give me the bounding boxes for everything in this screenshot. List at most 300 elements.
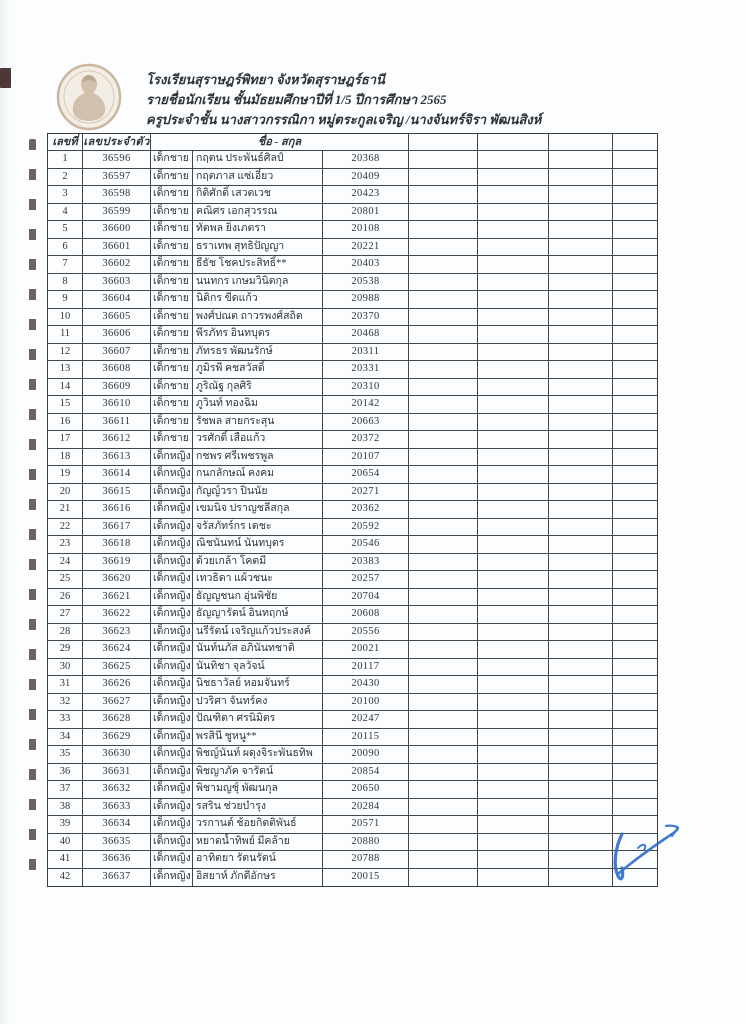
cell-title: เด็กหญิง: [151, 764, 193, 781]
roster-row: [48, 274, 657, 292]
cell-empty: [613, 711, 657, 728]
cell-name: รสริน ช่วยบำรุง: [193, 799, 323, 816]
cell-empty: [409, 221, 478, 238]
header-empty: [409, 134, 478, 150]
cell-title: เด็กชาย: [151, 326, 193, 343]
cell-student-id: 36629: [83, 729, 151, 746]
cell-empty: [409, 169, 478, 186]
cell-empty: [613, 694, 657, 711]
cell-empty: [409, 799, 478, 816]
cell-code: 20556: [323, 624, 409, 641]
cell-code: 20546: [323, 536, 409, 553]
cell-code: 20015: [323, 869, 409, 887]
cell-empty: [478, 641, 549, 658]
cell-empty: [409, 781, 478, 798]
cell-empty: [478, 606, 549, 623]
cell-empty: [409, 746, 478, 763]
cell-title: เด็กหญิง: [151, 781, 193, 798]
roster-row: [48, 589, 657, 607]
cell-empty: [478, 396, 549, 413]
cell-empty: [478, 326, 549, 343]
cell-title: เด็กหญิง: [151, 571, 193, 588]
cell-empty: [549, 816, 613, 833]
cell-code: 20704: [323, 589, 409, 606]
cell-no: 10: [48, 309, 83, 326]
cell-empty: [613, 851, 657, 868]
cell-no: 11: [48, 326, 83, 343]
cell-code: 20368: [323, 151, 409, 168]
cell-title: เด็กหญิง: [151, 589, 193, 606]
cell-title: เด็กชาย: [151, 274, 193, 291]
cell-empty: [613, 834, 657, 851]
cell-empty: [613, 414, 657, 431]
cell-empty: [549, 449, 613, 466]
cell-no: 17: [48, 431, 83, 448]
cell-no: 27: [48, 606, 83, 623]
cell-student-id: 36599: [83, 204, 151, 221]
cell-empty: [409, 274, 478, 291]
cell-code: 20271: [323, 484, 409, 501]
cell-empty: [613, 379, 657, 396]
cell-empty: [478, 869, 549, 887]
cell-student-id: 36609: [83, 379, 151, 396]
cell-empty: [409, 466, 478, 483]
cell-student-id: 36622: [83, 606, 151, 623]
cell-empty: [478, 746, 549, 763]
cell-empty: [549, 519, 613, 536]
cell-title: เด็กชาย: [151, 344, 193, 361]
cell-empty: [613, 554, 657, 571]
roster-row: [48, 519, 657, 537]
cell-empty: [549, 554, 613, 571]
cell-code: 20592: [323, 519, 409, 536]
cell-empty: [478, 379, 549, 396]
cell-empty: [549, 606, 613, 623]
cell-empty: [549, 361, 613, 378]
cell-name: ทัตพล ยิ่งเภตรา: [193, 221, 323, 238]
cell-empty: [409, 659, 478, 676]
roster-row: [48, 361, 657, 379]
cell-empty: [549, 711, 613, 728]
cell-empty: [613, 449, 657, 466]
cell-no: 22: [48, 519, 83, 536]
cell-name: นิติกร ขีดแก้ว: [193, 291, 323, 308]
cell-empty: [478, 554, 549, 571]
cell-empty: [478, 169, 549, 186]
cell-empty: [478, 291, 549, 308]
cell-no: 25: [48, 571, 83, 588]
cell-no: 41: [48, 851, 83, 868]
cell-title: เด็กหญิง: [151, 816, 193, 833]
roster-row: [48, 151, 657, 169]
cell-empty: [478, 764, 549, 781]
cell-code: 20021: [323, 641, 409, 658]
cell-no: 9: [48, 291, 83, 308]
cell-empty: [613, 729, 657, 746]
roster-row: [48, 851, 657, 869]
cell-title: เด็กหญิง: [151, 519, 193, 536]
cell-empty: [613, 659, 657, 676]
cell-name: กิติศักดิ์ เสวตเวช: [193, 186, 323, 203]
cell-empty: [409, 151, 478, 168]
roster-row: [48, 186, 657, 204]
cell-student-id: 36596: [83, 151, 151, 168]
cell-empty: [549, 641, 613, 658]
cell-student-id: 36600: [83, 221, 151, 238]
cell-student-id: 36613: [83, 449, 151, 466]
cell-code: 20650: [323, 781, 409, 798]
header-empty: [613, 134, 657, 150]
header-student-id: เลขประจำตัว: [83, 136, 150, 148]
cell-title: เด็กชาย: [151, 431, 193, 448]
cell-empty: [613, 466, 657, 483]
cell-title: เด็กชาย: [151, 414, 193, 431]
cell-student-id: 36628: [83, 711, 151, 728]
roster-row: [48, 414, 657, 432]
cell-empty: [549, 169, 613, 186]
cell-no: 29: [48, 641, 83, 658]
cell-name: นิชธาวัลย์ หอมจันทร์: [193, 676, 323, 693]
cell-empty: [478, 536, 549, 553]
cell-empty: [613, 536, 657, 553]
cell-student-id: 36614: [83, 466, 151, 483]
roster-row: [48, 694, 657, 712]
roster-row: [48, 571, 657, 589]
cell-code: 20854: [323, 764, 409, 781]
cell-code: 20880: [323, 834, 409, 851]
cell-empty: [549, 414, 613, 431]
cell-empty: [549, 851, 613, 868]
roster-row: [48, 624, 657, 642]
cell-empty: [409, 729, 478, 746]
cell-name: นันท์นภัส อภินันทชาติ: [193, 641, 323, 658]
cell-empty: [478, 449, 549, 466]
scan-edge-artifacts: [29, 139, 36, 885]
cell-empty: [549, 694, 613, 711]
cell-empty: [549, 729, 613, 746]
cell-empty: [478, 711, 549, 728]
cell-empty: [549, 764, 613, 781]
cell-empty: [549, 151, 613, 168]
cell-title: เด็กหญิง: [151, 466, 193, 483]
roster-row: [48, 239, 657, 257]
cell-empty: [478, 274, 549, 291]
roster-row: [48, 309, 657, 327]
cell-name: กฤตภาส แซ่เอี๋ยว: [193, 169, 323, 186]
cell-empty: [409, 239, 478, 256]
roster-row: [48, 169, 657, 187]
cell-empty: [613, 361, 657, 378]
cell-student-id: 36620: [83, 571, 151, 588]
cell-no: 31: [48, 676, 83, 693]
cell-empty: [549, 344, 613, 361]
cell-empty: [478, 729, 549, 746]
cell-empty: [409, 519, 478, 536]
cell-name: พิชญ์นันท์ ผดุงจิระพันธทิพ: [193, 746, 323, 763]
cell-no: 34: [48, 729, 83, 746]
cell-name: ภูมิรพี คชสวัสดิ์: [193, 361, 323, 378]
cell-empty: [409, 536, 478, 553]
cell-empty: [409, 501, 478, 518]
cell-title: เด็กหญิง: [151, 484, 193, 501]
cell-title: เด็กหญิง: [151, 676, 193, 693]
cell-student-id: 36634: [83, 816, 151, 833]
cell-empty: [613, 624, 657, 641]
cell-code: 20142: [323, 396, 409, 413]
cell-empty: [613, 396, 657, 413]
roster-row: [48, 204, 657, 222]
cell-title: เด็กชาย: [151, 256, 193, 273]
cell-title: เด็กหญิง: [151, 641, 193, 658]
cell-empty: [409, 851, 478, 868]
cell-student-id: 36607: [83, 344, 151, 361]
header-empty: [549, 134, 613, 150]
cell-title: เด็กชาย: [151, 291, 193, 308]
cell-empty: [409, 484, 478, 501]
cell-title: เด็กหญิง: [151, 869, 193, 887]
cell-empty: [549, 309, 613, 326]
cell-no: 20: [48, 484, 83, 501]
cell-empty: [613, 571, 657, 588]
cell-student-id: 36606: [83, 326, 151, 343]
cell-name: นันทิชา จุลวัจน์: [193, 659, 323, 676]
cell-student-id: 36611: [83, 414, 151, 431]
cell-empty: [409, 309, 478, 326]
cell-code: 20247: [323, 711, 409, 728]
cell-empty: [549, 799, 613, 816]
cell-no: 15: [48, 396, 83, 413]
cell-student-id: 36631: [83, 764, 151, 781]
roster-row: [48, 431, 657, 449]
cell-no: 4: [48, 204, 83, 221]
cell-student-id: 36612: [83, 431, 151, 448]
cell-title: เด็กหญิง: [151, 449, 193, 466]
cell-empty: [478, 221, 549, 238]
roster-row: [48, 729, 657, 747]
cell-empty: [409, 624, 478, 641]
cell-no: 8: [48, 274, 83, 291]
cell-empty: [613, 274, 657, 291]
cell-empty: [549, 239, 613, 256]
cell-empty: [549, 746, 613, 763]
roster-row: [48, 379, 657, 397]
cell-empty: [409, 449, 478, 466]
cell-empty: [613, 799, 657, 816]
cell-empty: [613, 291, 657, 308]
cell-student-id: 36608: [83, 361, 151, 378]
cell-empty: [613, 256, 657, 273]
roster-row: [48, 501, 657, 519]
cell-empty: [478, 659, 549, 676]
cell-name: วรศักดิ์ เสือแก้ว: [193, 431, 323, 448]
roster-row: [48, 536, 657, 554]
cell-student-id: 36627: [83, 694, 151, 711]
cell-code: 20331: [323, 361, 409, 378]
cell-no: 2: [48, 169, 83, 186]
cell-empty: [409, 431, 478, 448]
cell-empty: [613, 204, 657, 221]
cell-no: 7: [48, 256, 83, 273]
cell-empty: [549, 484, 613, 501]
cell-empty: [613, 676, 657, 693]
cell-empty: [478, 816, 549, 833]
cell-no: 30: [48, 659, 83, 676]
roster-row: [48, 816, 657, 834]
cell-empty: [409, 869, 478, 887]
cell-student-id: 36616: [83, 501, 151, 518]
cell-code: 20310: [323, 379, 409, 396]
cell-name: หยาดน้ำทิพย์ มีคล้าย: [193, 834, 323, 851]
cell-title: เด็กชาย: [151, 151, 193, 168]
cell-name: กชพร ศรีเพชรพูล: [193, 449, 323, 466]
cell-empty: [613, 309, 657, 326]
header-name: ชื่อ - สกุล: [151, 134, 409, 150]
cell-no: 23: [48, 536, 83, 553]
cell-no: 18: [48, 449, 83, 466]
cell-title: เด็กหญิง: [151, 851, 193, 868]
cell-name: เทวธิดา แผ้วชนะ: [193, 571, 323, 588]
cell-student-id: 36597: [83, 169, 151, 186]
cell-no: 6: [48, 239, 83, 256]
cell-name: ด้วยเกล้า โคตมี: [193, 554, 323, 571]
cell-code: 20115: [323, 729, 409, 746]
cell-code: 20468: [323, 326, 409, 343]
cell-title: เด็กชาย: [151, 396, 193, 413]
cell-empty: [613, 816, 657, 833]
roster-row: [48, 746, 657, 764]
cell-no: 13: [48, 361, 83, 378]
cell-empty: [478, 414, 549, 431]
cell-empty: [409, 834, 478, 851]
cell-empty: [549, 781, 613, 798]
cell-code: 20571: [323, 816, 409, 833]
cell-empty: [478, 466, 549, 483]
cell-empty: [549, 834, 613, 851]
cell-name: ธัญญารัตน์ อินทฤกษ์: [193, 606, 323, 623]
cell-empty: [409, 694, 478, 711]
cell-name: ปัณฑิตา ศรนิมิตร: [193, 711, 323, 728]
student-roster-table: [47, 133, 658, 887]
cell-code: 20608: [323, 606, 409, 623]
cell-no: 12: [48, 344, 83, 361]
roster-row: [48, 764, 657, 782]
cell-empty: [549, 869, 613, 887]
cell-no: 21: [48, 501, 83, 518]
cell-empty: [613, 606, 657, 623]
cell-code: 20311: [323, 344, 409, 361]
cell-empty: [549, 659, 613, 676]
cell-empty: [613, 869, 657, 887]
cell-empty: [613, 186, 657, 203]
cell-no: 40: [48, 834, 83, 851]
cell-empty: [549, 274, 613, 291]
cell-empty: [409, 414, 478, 431]
cell-empty: [478, 571, 549, 588]
cell-empty: [549, 624, 613, 641]
cell-student-id: 36602: [83, 256, 151, 273]
cell-empty: [409, 589, 478, 606]
cell-no: 1: [48, 151, 83, 168]
cell-empty: [478, 501, 549, 518]
cell-title: เด็กชาย: [151, 169, 193, 186]
cell-name: พิชญาภัค จารัตน์: [193, 764, 323, 781]
cell-code: 20257: [323, 571, 409, 588]
cell-student-id: 36603: [83, 274, 151, 291]
cell-title: เด็กหญิง: [151, 799, 193, 816]
cell-name: กัญญ์วรา ปิ่นนัย: [193, 484, 323, 501]
cell-empty: [478, 361, 549, 378]
cell-title: เด็กชาย: [151, 379, 193, 396]
cell-empty: [549, 204, 613, 221]
cell-empty: [613, 501, 657, 518]
cell-title: เด็กชาย: [151, 239, 193, 256]
cell-empty: [478, 344, 549, 361]
cell-no: 37: [48, 781, 83, 798]
cell-title: เด็กชาย: [151, 361, 193, 378]
header-empty: [478, 134, 549, 150]
school-name: โรงเรียนสุราษฎร์พิทยา จังหวัดสุราษฎร์ธานี: [146, 72, 385, 87]
cell-name: นรีรัตน์ เจริญแก้วประสงค์: [193, 624, 323, 641]
cell-code: 20107: [323, 449, 409, 466]
cell-empty: [478, 781, 549, 798]
cell-empty: [549, 501, 613, 518]
cell-empty: [613, 344, 657, 361]
cell-empty: [409, 291, 478, 308]
cell-empty: [409, 344, 478, 361]
cell-empty: [613, 326, 657, 343]
cell-empty: [409, 641, 478, 658]
cell-code: 20221: [323, 239, 409, 256]
cell-no: 14: [48, 379, 83, 396]
cell-no: 33: [48, 711, 83, 728]
cell-code: 20801: [323, 204, 409, 221]
cell-code: 20090: [323, 746, 409, 763]
cell-student-id: 36605: [83, 309, 151, 326]
cell-code: 20370: [323, 309, 409, 326]
cell-empty: [613, 484, 657, 501]
cell-student-id: 36615: [83, 484, 151, 501]
roster-row: [48, 799, 657, 817]
cell-no: 36: [48, 764, 83, 781]
document-header: [146, 70, 706, 130]
cell-code: 20372: [323, 431, 409, 448]
cell-empty: [478, 799, 549, 816]
cell-code: 20988: [323, 291, 409, 308]
cell-code: 20423: [323, 186, 409, 203]
cell-empty: [409, 326, 478, 343]
cell-empty: [409, 606, 478, 623]
cell-code: 20663: [323, 414, 409, 431]
cell-code: 20409: [323, 169, 409, 186]
cell-student-id: 36630: [83, 746, 151, 763]
cell-name: ธัญญชนก อุ่นพิชัย: [193, 589, 323, 606]
cell-empty: [549, 379, 613, 396]
cell-student-id: 36598: [83, 186, 151, 203]
scan-ink-mark: [0, 68, 11, 88]
cell-name: พีรภัทร อินทบุตร: [193, 326, 323, 343]
cell-empty: [549, 536, 613, 553]
cell-title: เด็กหญิง: [151, 659, 193, 676]
cell-name: ปวริศา จันทร์คง: [193, 694, 323, 711]
cell-name: ธราเทพ สุทธิปัญญา: [193, 239, 323, 256]
cell-empty: [613, 151, 657, 168]
cell-empty: [409, 396, 478, 413]
roster-row: [48, 554, 657, 572]
cell-empty: [409, 711, 478, 728]
cell-name: จรัสภัทร์กร เดชะ: [193, 519, 323, 536]
header-no: เลขที่: [48, 134, 83, 150]
cell-no: 28: [48, 624, 83, 641]
